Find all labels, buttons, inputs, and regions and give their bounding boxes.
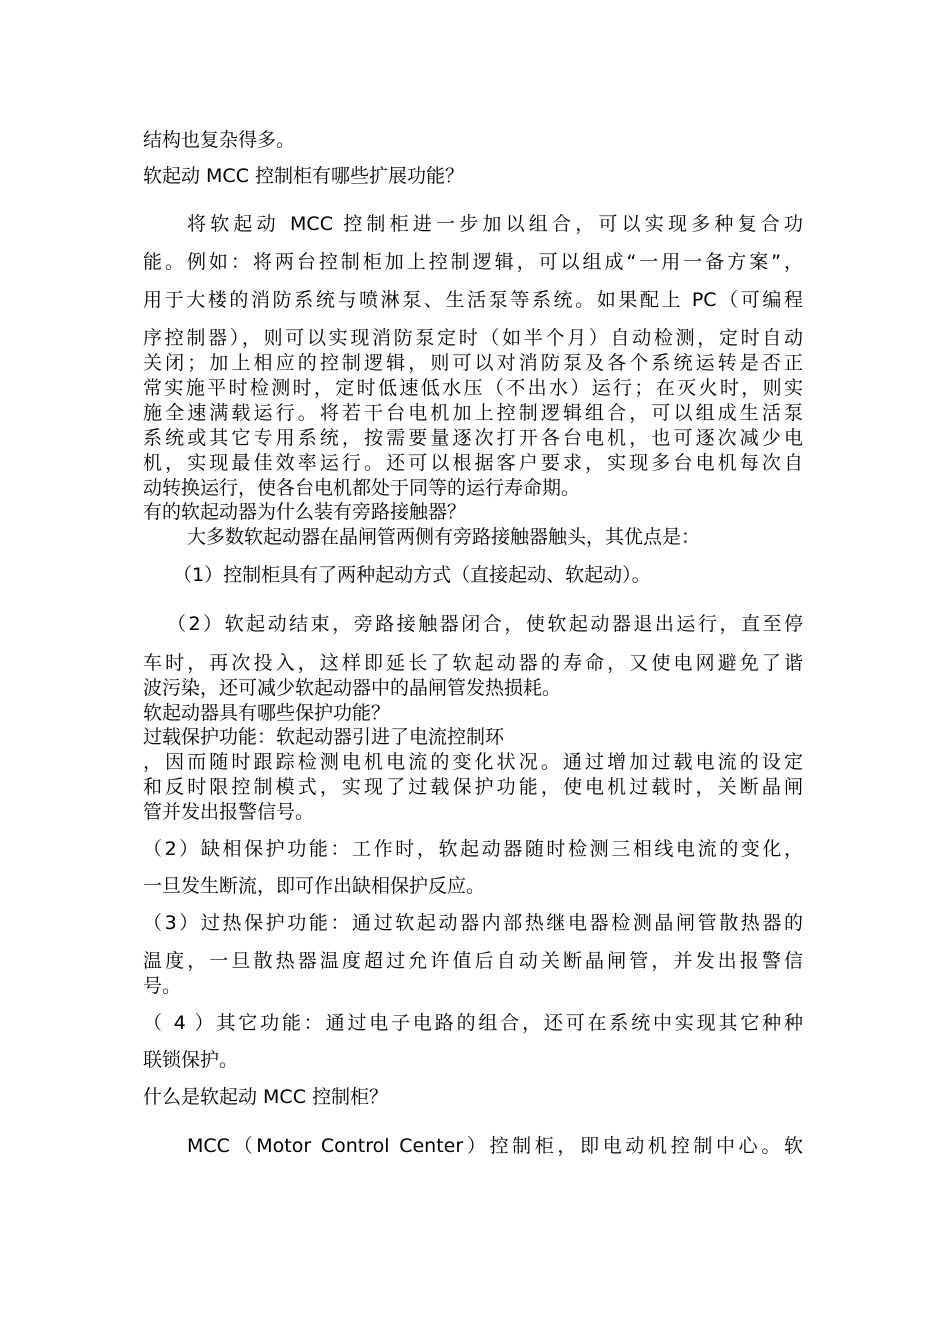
list-item: （1）控制柜具有了两种起动方式（直接起动、软起动）。 [173,564,651,586]
paragraph-line: 管并发出报警信号。 [143,801,315,823]
list-item: （2）缺相保护功能：工作时，软起动器随时检测三相线电流的变化， [143,838,803,860]
paragraph-line: 波污染，还可减少软起动器中的晶闸管发热损耗。 [143,677,562,699]
section-heading: 有的软起动器为什么装有旁路接触器？ [143,501,467,523]
paragraph-line: 施全速满载运行。将若干台电机加上控制逻辑组合，可以组成生活泵 [143,402,803,424]
paragraph-line: 车时，再次投入，这样即延长了软起动器的寿命，又使电网避免了谐 [143,652,803,674]
list-item: （ 4 ）其它功能：通过电子电路的组合，还可在系统中实现其它种种 [143,1012,803,1034]
paragraph-line: 大多数软起动器在晶闸管两侧有旁路接触器触头，其优点是： [187,526,701,548]
paragraph-line: 一旦发生断流，即可作出缺相保护反应。 [143,875,486,897]
paragraph-line: 号。 [143,975,182,997]
paragraph-line: ，因而随时跟踪检测电机电流的变化状况。通过增加过载电流的设定 [143,751,803,773]
list-item: （2）软起动结束，旁路接触器闭合，使软起动器退出运行，直至停 [167,613,803,635]
paragraph-line: 将软起动 MCC 控制柜进一步加以组合，可以实现多种复合功 [187,213,803,235]
paragraph-line: 序控制器），则可以实现消防泵定时（如半个月）自动检测，定时自动 [143,327,803,349]
paragraph-line: 和反时限控制模式，实现了过载保护功能，使电机过载时，关断晶闸 [143,776,803,798]
section-heading: 软起动 MCC 控制柜有哪些扩展功能？ [143,165,465,187]
paragraph-line: 温度，一旦散热器温度超过允许值后自动关断晶闸管，并发出报警信 [143,950,803,972]
paragraph-line: 能。例如：将两台控制柜加上控制逻辑，可以组成“一用一备方案”， [143,251,803,273]
paragraph-line: 动转换运行，使各台电机都处于同等的运行寿命期。 [143,477,581,499]
paragraph-line: MCC（Motor Control Center）控制柜，即电动机控制中心。软 [187,1135,803,1157]
paragraph-line: 用于大楼的消防系统与喷淋泵、生活泵等系统。如果配上 PC（可编程 [143,289,803,311]
paragraph-line: 联锁保护。 [143,1049,239,1071]
paragraph-line: 系统或其它专用系统，按需要量逐次打开各台电机，也可逐次减少电 [143,427,803,449]
section-heading: 软起动器具有哪些保护功能？ [143,702,391,724]
paragraph-line: 过载保护功能：软起动器引进了电流控制环 [143,726,505,748]
document-page [143,0,803,1344]
paragraph-line: 机，实现最佳效率运行。还可以根据客户要求，实现多台电机每次自 [143,452,803,474]
paragraph-line: 关闭；加上相应的控制逻辑，则可以对消防泵及各个系统运转是否正 [143,352,803,374]
section-heading: 什么是软起动 MCC 控制柜？ [143,1086,389,1108]
paragraph-line: 常实施平时检测时，定时低速低水压（不出水）运行；在灭火时，则实 [143,377,803,399]
list-item: （3）过热保护功能：通过软起动器内部热继电器检测晶闸管散热器的 [143,912,803,934]
paragraph-line: 结构也复杂得多。 [143,129,296,151]
